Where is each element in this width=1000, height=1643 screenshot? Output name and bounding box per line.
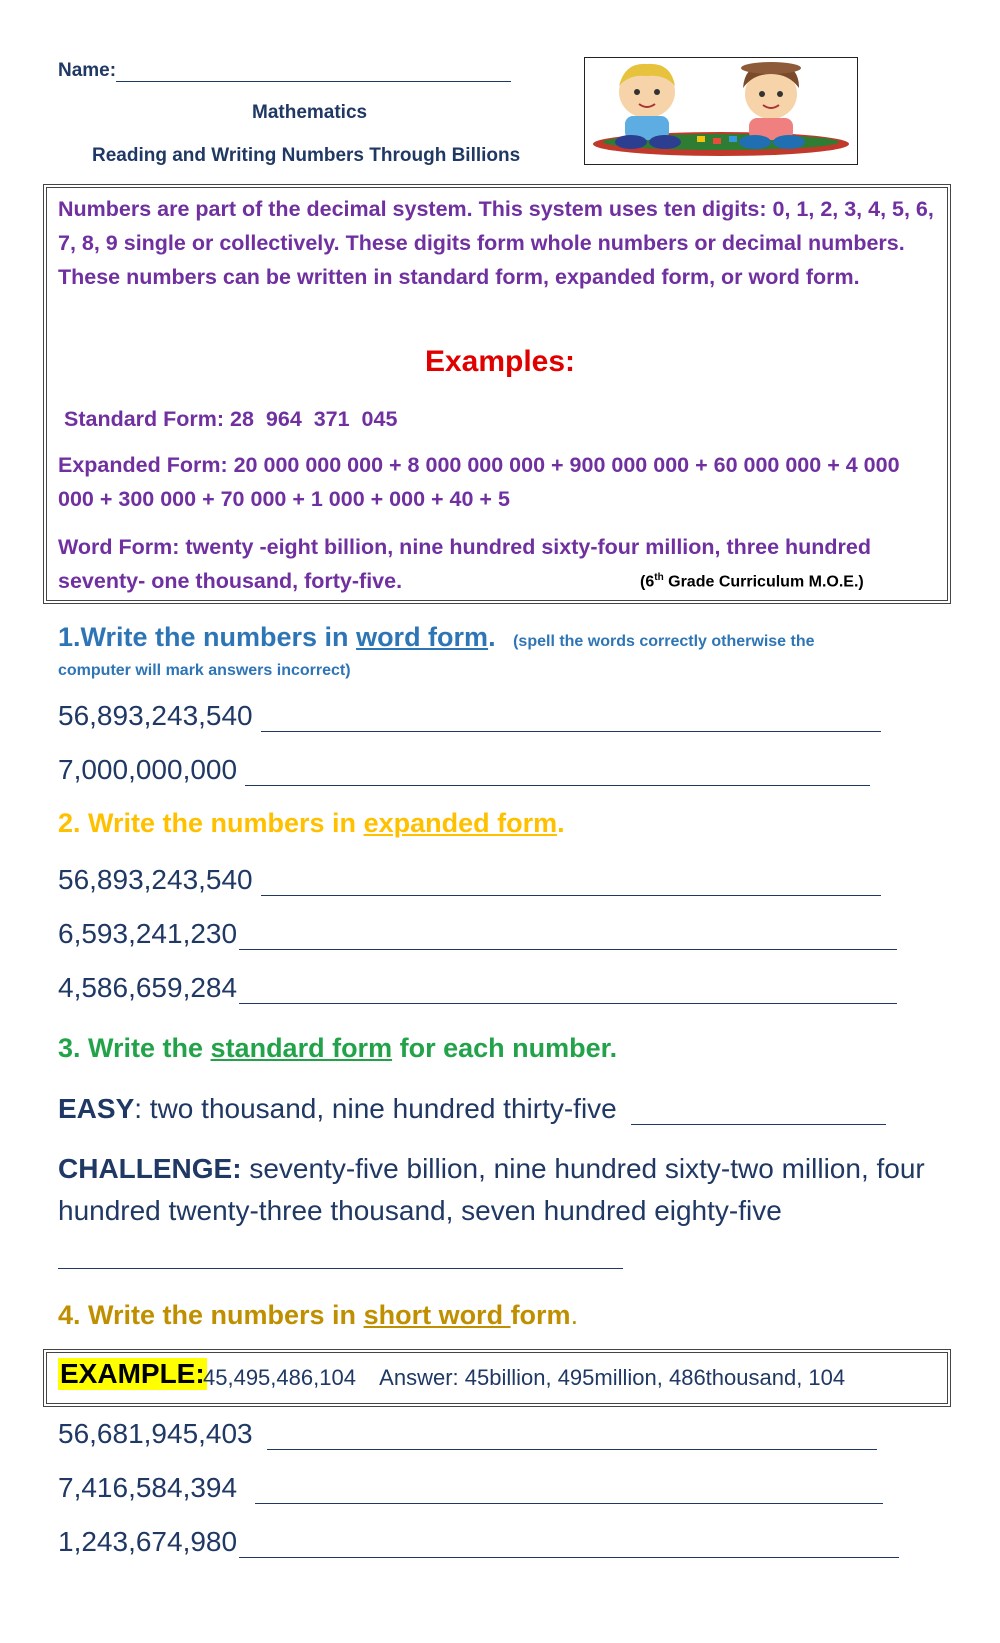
answer-line[interactable] [239, 977, 897, 1004]
easy-text: : two thousand, nine hundred thirty-five [134, 1093, 617, 1124]
question-number: 56,681,945,403 [58, 1418, 253, 1449]
easy-label: EASY [58, 1093, 135, 1124]
answer-line[interactable] [631, 1098, 886, 1125]
answer-line[interactable] [245, 759, 870, 786]
challenge-question [58, 1148, 958, 1232]
curriculum-note: (6th Grade Curriculum M.O.E.) [640, 572, 864, 591]
answer-line[interactable] [261, 869, 881, 896]
example-text: 45,495,486,104 Answer: 45billion, 495million, 486thousand, 104 [203, 1365, 846, 1390]
answer-line[interactable] [239, 923, 897, 950]
name-row [58, 60, 511, 82]
name-answer-line[interactable] [116, 63, 511, 82]
examples-heading: Examples: [424, 345, 576, 378]
question-row [58, 754, 870, 786]
question-row [58, 1418, 877, 1450]
question-row [58, 1526, 899, 1558]
question-row [58, 700, 881, 732]
topic-title: Reading and Writing Numbers Through Billions [92, 145, 521, 166]
question-number: 6,593,241,230 [58, 918, 238, 949]
question-row [58, 864, 881, 896]
question-row [58, 1472, 883, 1504]
answer-line[interactable] [58, 1268, 623, 1269]
two-kids-playing-icon [584, 57, 858, 165]
answer-line[interactable] [267, 1423, 877, 1450]
question-number: 7,000,000,000 [58, 754, 238, 785]
question-row [58, 972, 897, 1004]
question-number: 56,893,243,540 [58, 700, 253, 731]
answer-line[interactable] [239, 1531, 899, 1558]
expanded-form-example: Expanded Form: 20 000 000 000 + 8 000 000 000 + 900 000 000 + 60 000 000 + 4 000 000 + 300 000 + 70 000 + 1 000 + 000 + 40 + 5 [58, 453, 900, 511]
question-number: 56,893,243,540 [58, 864, 253, 895]
name-label: Name: [58, 60, 117, 81]
section1-note: (spell the words correctly otherwise the [513, 633, 815, 650]
question-number: 4,586,659,284 [58, 972, 238, 1003]
section1-heading: 1.Write the numbers in word form. (spell the words correctly otherwise the [58, 622, 815, 652]
challenge-text: seventy-five billion, nine hundred sixty-two million, four hundred twenty-three thousand, seven hundred eighty-five [58, 1153, 925, 1226]
challenge-label: CHALLENGE: [58, 1153, 242, 1184]
section2-heading: 2. Write the numbers in expanded form. [58, 808, 565, 838]
answer-line[interactable] [261, 705, 881, 732]
word-form-example: Word Form: twenty -eight billion, nine hundred sixty-four million, three hundred seventy- one thousand, forty-five. [58, 535, 872, 593]
section1-note-cont: computer will mark answers incorrect) [58, 662, 351, 679]
example-label: EXAMPLE: [60, 1358, 205, 1389]
subject-title: Mathematics [252, 102, 368, 123]
section3-heading: 3. Write the standard form for each number. [58, 1033, 618, 1063]
question-row [58, 918, 897, 950]
answer-line[interactable] [255, 1477, 883, 1504]
question-number: 1,243,674,980 [58, 1526, 238, 1557]
question-number: 7,416,584,394 [58, 1472, 238, 1503]
intro-paragraph: Numbers are part of the decimal system. This system uses ten digits: 0, 1, 2, 3, 4, 5, 6, 7, 8, 9 single or collectively. These digits form whole numbers or decimal numbers. These numbers can be written in standard form, expanded form, or word form. [58, 197, 934, 289]
easy-question [58, 1093, 886, 1125]
section4-heading: 4. Write the numbers in short word form. [58, 1300, 579, 1330]
standard-form-example: Standard Form: 28 964 371 045 [64, 407, 398, 431]
